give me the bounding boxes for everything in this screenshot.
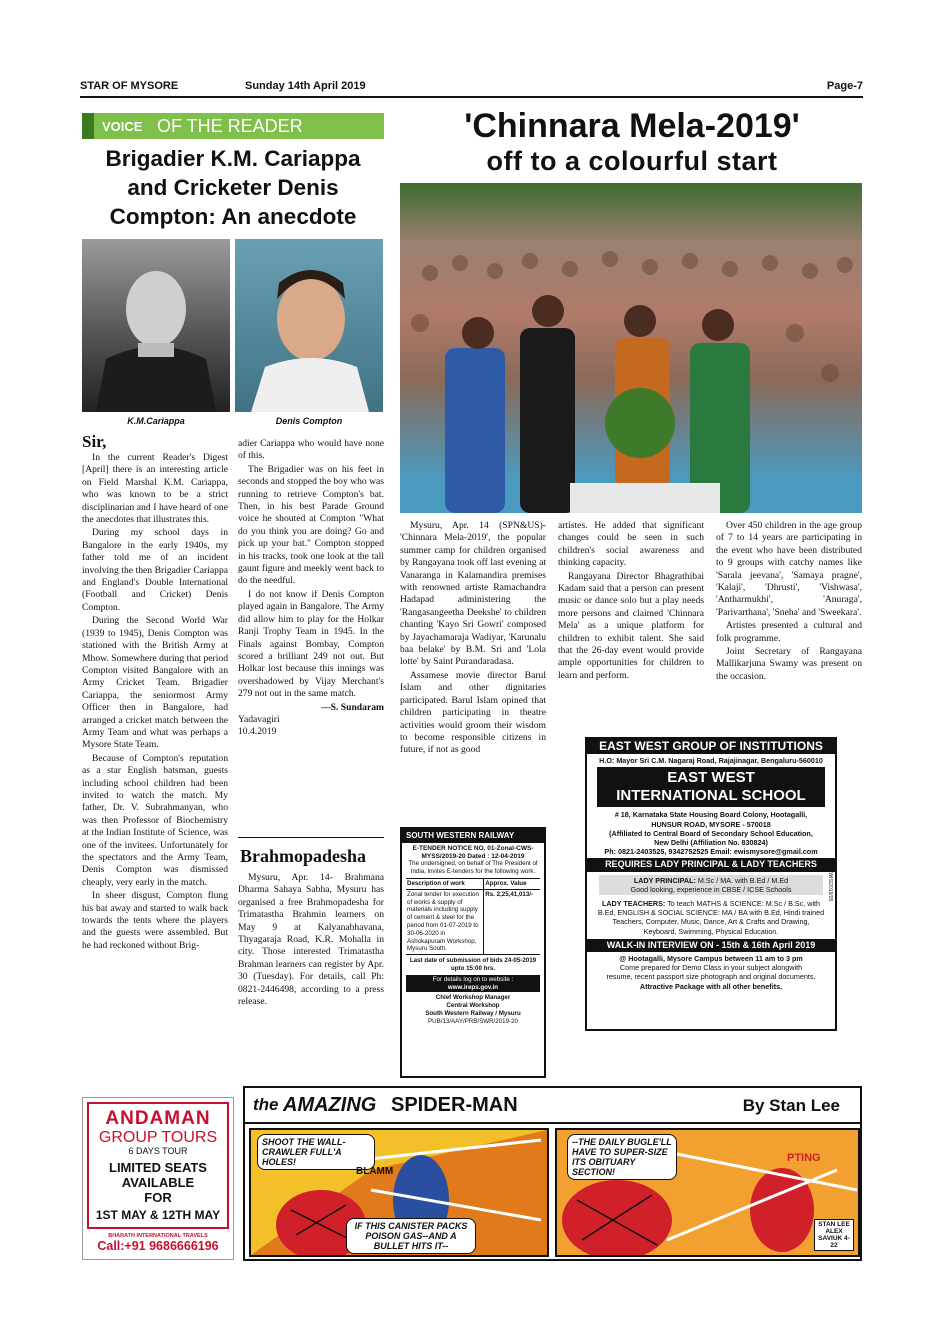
caption-compton: Denis Compton [275,416,343,426]
school-address: (Affiliated to Central Board of Secondary School Education, [609,828,813,838]
paragraph: Artistes presented a cultural and folk programme. [716,620,862,644]
signatory: South Western Railway / Mysuru [425,1009,521,1017]
comic-strip [243,1086,862,1261]
mela-column-1 [400,520,546,758]
paper-name: STAR OF MYSORE [80,80,179,92]
cariappa-photo [82,239,230,412]
paragraph: During the Second World War (1939 to 1945), Denis Compton was stationed with the British Army at Mhow. Somewhere during that period Compton visited Bangalore with an Army Cricket Team. Brigadier Cariappa, the seniormost Army Officer then in Bangalore, had arranged a cricket match between the Army Team and what was perhaps a Mysore State Team. [82,615,228,751]
interview-note: Come prepared for Demo Class in your subject alongwith [619,963,803,973]
school-contact: Ph: 0821-2403525, 9342752525 Email: ewismysore@gmail.com [604,847,818,857]
paragraph: In sheer disgust, Compton flung his bat away and started to walk back towards the tents where the players and the guests were assembled. But he had reckoned without Brig- [82,890,228,951]
school-ad [585,737,837,1031]
school-address: New Delhi (Affiliation No. 830824) [654,838,768,848]
salutation: Sir, [82,432,107,451]
comic-title-pre: the [253,1095,279,1114]
compton-photo [235,239,383,412]
divider [238,837,384,838]
voice-headline [82,144,384,231]
comic-credits: STAN LEE ALEX SAVIUK 4-22 [814,1219,854,1251]
agency-name: BHARATH INTERNATIONAL TRAVELS [108,1233,208,1239]
header-rule [80,96,863,98]
website-label: For details log on to website : [432,975,514,983]
andaman-subtitle: GROUP TOURS [98,1129,218,1146]
teachers-qualification: To teach MATHS & SCIENCE: M.Sc / B.Sc, with B.Ed, ENGLISH & SOCIAL SCIENCE: MA / BA with B.Ed, Hindi trained Teachers, Computer, Music, Dance, Art & Crafts and Drawing, Keyboard, Swimming, Physical Education. [597,899,825,936]
sound-effect: BLAMM [356,1166,394,1177]
comic-byline: By Stan Lee [742,1096,840,1115]
tour-days: 6 DAYS TOUR [128,1146,188,1156]
mela-headline: 'Chinnara Mela-2019' [464,107,800,145]
paragraph: During my school days in Bangalore in the early 1940s, my father told me of an incident involving the then Brigadier Cariappa and England's Double International (Football and Cricket) Denis Compton. [82,527,228,613]
school-name: EAST WEST [667,769,755,787]
issue-date: Sunday 14th April 2019 [245,80,366,92]
website-link[interactable]: www.ireps.gov.in [447,983,499,991]
table-header: Description of work [406,879,484,889]
paragraph: The Brigadier was on his feet in seconds and stopped the boy who was running to retrieve Compton's bat. Then, in his best Parade Ground voice he shouted at Compton "What do you think you are doing? Go and pick up your bat." Compton stopped in his tracks, took one look at the tall gaunt figure and meekly went back to do the needful. [238,463,385,587]
head-office: H.O: Mayor Sri C.M. Nagaraj Road, Rajajinagar, Bengaluru-560010 [599,756,823,766]
seats-line: LIMITED SEATS [109,1160,207,1175]
brahmo-title: Brahmopadesha [240,846,367,866]
speech-bubble: --THE DAILY BUGLE'LL HAVE TO SUPER-SIZE ITS OBITUARY SECTION! [567,1134,677,1180]
comic-title-amazing: AMAZING [283,1094,377,1116]
tender-notice: E-TENDER NOTICE NO. 01-Zonal-CWS-MYSS/2019-20 Dated : 12-04-2019 [412,844,534,860]
teachers-label: LADY TEACHERS: [601,899,666,909]
last-date: Last date of submission of bids 24-05-2019 upto 15:00 hrs. [409,957,537,972]
mela-column-2 [558,520,704,683]
comic-panel-2 [555,1128,860,1257]
paragraph: artistes. He added that significant changes could be seen in such children's social awareness and thinking capacity. [558,520,704,569]
paragraph: Mysuru, Apr. 14- Brahmana Dharma Sahaya Sabha, Mysuru has organised a free Brahmopadesha for Trimatastha Brahmin learners on May 9 at Kalyanabhavana, Thyagaraja Road, K.R. Mohalla in city. Those interested Trimatastha Brahman learners can register by Apr. 30 (Tuesday). For details, call Ph: 0821-2446498, according to a press release. [238,872,384,1008]
voice-headline-line: and Cricketer Denis [127,175,339,200]
tour-dates: 1ST MAY & 12TH MAY [95,1208,221,1222]
speech-bubble: IF THIS CANISTER PACKS POISON GAS--AND A BULLET HITS IT-- [346,1218,476,1254]
paragraph: Mysuru, Apr. 14 (SPN&US)- 'Chinnara Mela-2019', the popular summer camp for children organised by Rangayana took off last evening at Vanaranga in Kalamandira premises with renowned artiste Ramachandra Hadapad administering the 'Rangasangeetha Deekshe' to children chanting 'Kayo Sri Gowri' composed by Jayachamaraja Wadiyar, 'Karunalu baa belake' by B.M. Sri and 'Lola lotte' by Saint Purandaradasa. [400,520,546,668]
voice-headline-line: Brigadier K.M. Cariappa [105,146,361,171]
signature: —S. Sundaram [321,701,384,713]
table-cell: Zonal tender for execution of works & supply of materials including supply of cement & steel for the period from 01-07-2019 to 30-06-2020 in Ashokapuram Workshop, Mysuru South. [406,890,484,954]
voice-headline-line: Compton: An anecdote [109,204,357,229]
seats-line: AVAILABLE [121,1175,195,1190]
voice-column-2 [238,438,384,739]
school-address: HUNSUR ROAD, MYSORE - 570018 [651,819,771,829]
signatory: Chief Workshop Manager [435,994,511,1002]
comic-titlebar [245,1088,860,1124]
brahmo-column [238,872,384,1009]
speech-bubble: SHOOT THE WALL-CRAWLER FULL'A HOLES! [257,1134,375,1170]
signatory: Central Workshop [446,1002,500,1010]
paragraph: Assamese movie director Barul Islam and other dignitaries participated. Barul Islam opined that children participating in theatre activities would groom their wisdom to become responsible citizens in future, if not as good [400,669,546,756]
comic-title-main: SPIDER-MAN [391,1094,518,1116]
paragraph: Joint Secretary of Rangayana Mallikarjuna Swamy was present on the occasion. [716,646,862,682]
paragraph: Rangayana Director Bhagrathibai Kadam said that a person can present music or dance solo but a play needs more persons and claimed 'Chinnara Mela' as a unique platform for children to exhibit talent. She said that the 26-day event would provide ample opportunities for children to learn and perform. [558,570,704,681]
voice-tag-rest: OF THE READER [157,116,303,136]
railway-ad [400,827,546,1078]
railway-title: SOUTH WESTERN RAILWAY [402,829,544,843]
signature-date: 10.4.2019 [238,726,277,738]
paragraph: In the current Reader's Digest [April] there is an interesting article on Field Marshal K.M. Cariappa, who was known to be a strict disciplinarian and I have heard of one the anecdotes that illustrates this. [82,452,228,526]
table-cell: Rs. 2,25,41,013/- [485,890,534,898]
interview-note: resume, recent passport size photograph and original documents. [606,972,816,982]
voice-tag-bold: VOICE [102,119,143,134]
table-header: Approx. Value [485,879,527,887]
mela-column-3 [716,520,862,684]
paragraph: adier Cariappa who would have none of this. [238,438,384,462]
requirement-banner: REQUIRES LADY PRINCIPAL & LADY TEACHERS [587,858,835,871]
principal-label: LADY PRINCIPAL: [633,875,696,885]
walkin-banner: WALK-IN INTERVIEW ON - 15th & 16th April 2019 [587,939,835,952]
mela-subheadline: off to a colourful start [486,146,778,176]
seats-line: FOR [144,1190,172,1205]
voice-column-1 [82,432,228,953]
sound-effect: PTING [787,1152,821,1164]
ad-ref: PUB/13/AAY/PRB/SWR/2019-20 [428,1017,518,1025]
voice-banner [82,113,384,139]
signature-place: Yadavagiri [238,713,280,725]
group-name: EAST WEST GROUP OF INSTITUTIONS [587,739,835,754]
mela-photo [400,183,862,513]
interview-note: Attractive Package with all other benefits. [639,981,783,991]
ad-code: EWIS/2019/05 [827,869,833,902]
andaman-title: ANDAMAN [105,1108,211,1129]
school-address: # 18, Karnataka State Housing Board Colony, Hootagalli, [614,810,808,820]
tender-intro: The undersigned, on behalf of The President of India, invites E-tenders for the following work. [408,860,538,876]
paragraph: Over 450 children in the age group of 7 to 14 years are participating in the event who have been distributed to 9 groups with catchy names like 'Sarala jeevana', 'Samaya pragne', 'Kalaji', 'Dhrusti', 'Vishwasa', 'Antharmukhi', 'Anuraga', 'Parivarthana', 'Sneha' and 'Sweekara'. [716,520,862,618]
interview-venue: @ Hootagalli, Mysore Campus between 11 am to 3 pm [619,954,803,964]
paragraph: I do not know if Denis Compton played again in Bangalore. The Army did allow him to play for the Holkar Ranji Trophy Team in 1945. In the Finals against Bombay, Compton scored a brilliant 249 not out. But Holkar lost because this innings was overshadowed by Vijay Merchant's 279 not out in the same match. [238,588,384,700]
principal-requirement: Good looking, experience in CBSE / ICSE Schools [630,884,792,894]
page-number: Page-7 [826,80,863,92]
comic-panel-1 [249,1128,549,1257]
paragraph: Because of Compton's reputation as a star English batsman, guests including school children had been invited to watch the match. My father, Dr. V. Subrahmanyan, who was then Professor of Biochemistry at the Indian Institute of Science, was one of the invitees. Unfortunately for the spectators and the Army Team, Denis Compton was dismissed cheaply, very early in the match. [82,752,228,888]
caption-cariappa: K.M.Cariappa [127,416,185,426]
school-name: INTERNATIONAL SCHOOL [616,787,806,805]
principal-qualification: M.Sc / MA. with B.Ed / M.Ed [697,875,789,885]
call-number[interactable]: Call:+91 9686666196 [97,1239,219,1253]
andaman-ad [82,1097,234,1260]
